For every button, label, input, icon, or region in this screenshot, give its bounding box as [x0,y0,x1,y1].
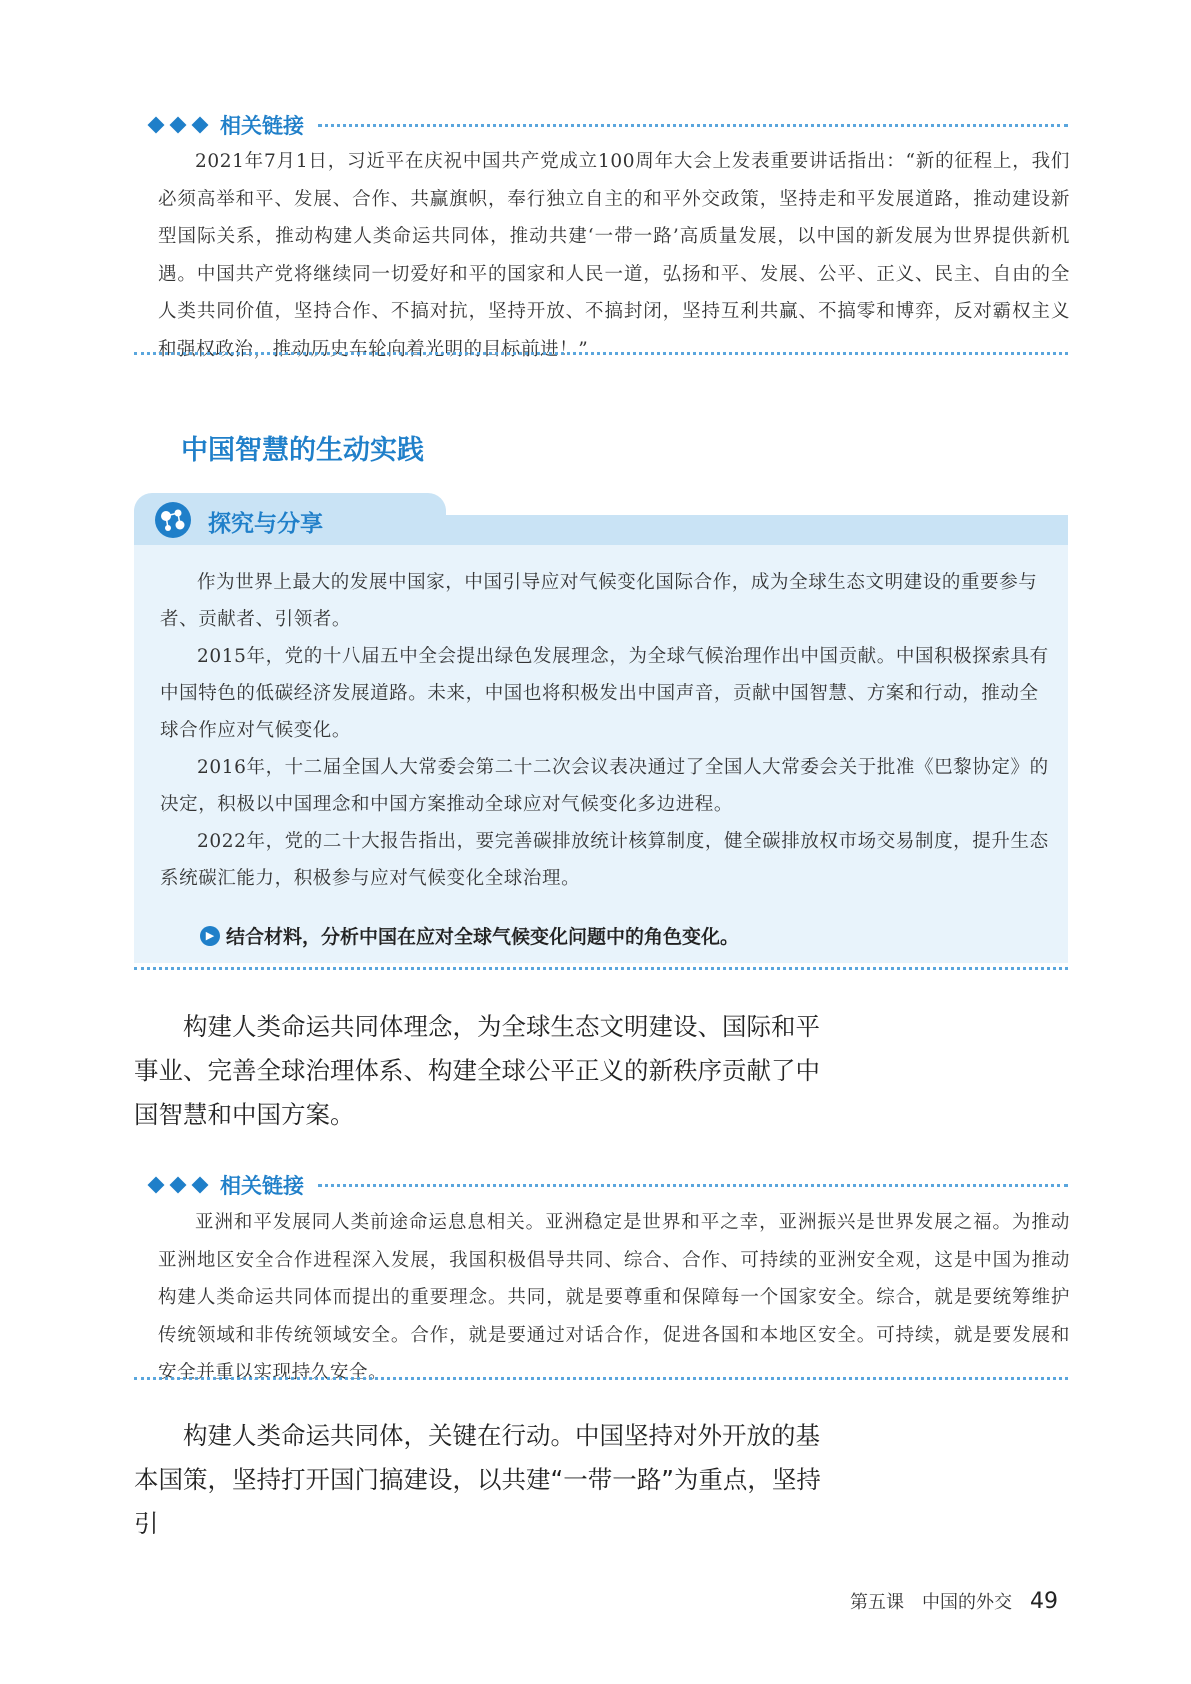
related-link-body-2 [158,1204,1070,1392]
explore-paragraph: 2016年，十二届全国人大常委会第二十二次会议表决通过了全国人大常委会关于批准《巴黎协定》的决定，积极以中国理念和中国方案推动全球应对气候变化多边进程。 [160,757,1049,815]
explore-paragraph: 2015年，党的十八届五中全会提出绿色发展理念，为全球气候治理作出中国贡献。中国积极探索具有中国特色的低碳经济发展道路。未来，中国也将积极发出中国声音，贡献中国智慧、方案和行动，推动全球合作应对气候变化。 [160,646,1049,741]
main-paragraph-text: 构建人类命运共同体，关键在行动。中国坚持对外开放的基本国策，坚持打开国门搞建设，以共建“一带一路”为重点，坚持引 [134,1421,821,1538]
dotted-separator [134,1377,1068,1380]
main-paragraph [134,1414,834,1546]
dotted-separator [134,352,1068,355]
lesson-title: 第五课 中国的外交 [850,1592,1012,1613]
question-text: 结合材料，分析中国在应对全球气候变化问题中的角色变化。 [226,926,740,948]
play-arrow-icon: ▶ [200,926,220,946]
related-link-body-1 [158,143,1070,368]
explore-question [200,922,739,949]
related-link-paragraph: 亚洲和平发展同人类前途命运息息相关。亚洲稳定是世界和平之幸，亚洲振兴是世界发展之福。为推动亚洲地区安全合作进程深入发展，我国积极倡导共同、综合、合作、可持续的亚洲安全观，这是中国为推动构建人类命运共同体而提出的重要理念。共同，就是要尊重和保障每一个国家安全。综合，就是要统筹维护传统领域和非传统领域安全。合作，就是要通过对话合作，促进各国和本地区安全。可持续，就是要发展和安全并重以实现持久安全。 [158,1212,1070,1383]
diamond-bullets-icon [148,119,208,131]
main-paragraph-text: 构建人类命运共同体理念，为全球生态文明建设、国际和平事业、完善全球治理体系、构建全球公平正义的新秩序贡献了中国智慧和中国方案。 [134,1012,820,1129]
dotted-divider [318,124,1068,127]
explore-paragraph: 作为世界上最大的发展中国家，中国引导应对气候变化国际合作，成为全球生态文明建设的重要参与者、贡献者、引领者。 [160,572,1038,630]
explore-title: 探究与分享 [208,511,323,537]
page-number: 49 [1030,1589,1058,1614]
dotted-separator [134,967,1068,970]
explore-paragraph: 2022年，党的二十大报告指出，要完善碳排放统计核算制度，健全碳排放权市场交易制度，提升生态系统碳汇能力，积极参与应对气候变化全球治理。 [160,831,1049,889]
main-paragraph [134,1005,834,1137]
page-footer [850,1588,1058,1614]
section-title: 中国智慧的生动实践 [181,435,424,466]
related-link-header-2 [148,1170,1068,1200]
magnifier-molecule-icon [153,500,193,540]
related-link-title: 相关链接 [220,114,304,138]
related-link-paragraph: 2021年7月1日，习近平在庆祝中国共产党成立100周年大会上发表重要讲话指出：“新的征程上，我们必须高举和平、发展、合作、共赢旗帜，奉行独立自主的和平外交政策，坚持走和平发展道路，推动建设新型国际关系，推动构建人类命运共同体，推动共建‘一带一路’高质量发展，以中国的新发展为世界提供新机遇。中国共产党将继续同一切爱好和平的国家和人民一道，弘扬和平、发展、公平、正义、民主、自由的全人类共同价值，坚持合作、不搞对抗，坚持开放、不搞封闭，坚持互利共赢、不搞零和博弈，反对霸权主义和强权政治，推动历史车轮向着光明的目标前进！” [158,151,1070,360]
related-link-title: 相关链接 [220,1174,304,1198]
dotted-divider [318,1184,1068,1187]
related-link-header-1 [148,110,1068,140]
diamond-bullets-icon [148,1179,208,1191]
explore-text [160,564,1052,897]
